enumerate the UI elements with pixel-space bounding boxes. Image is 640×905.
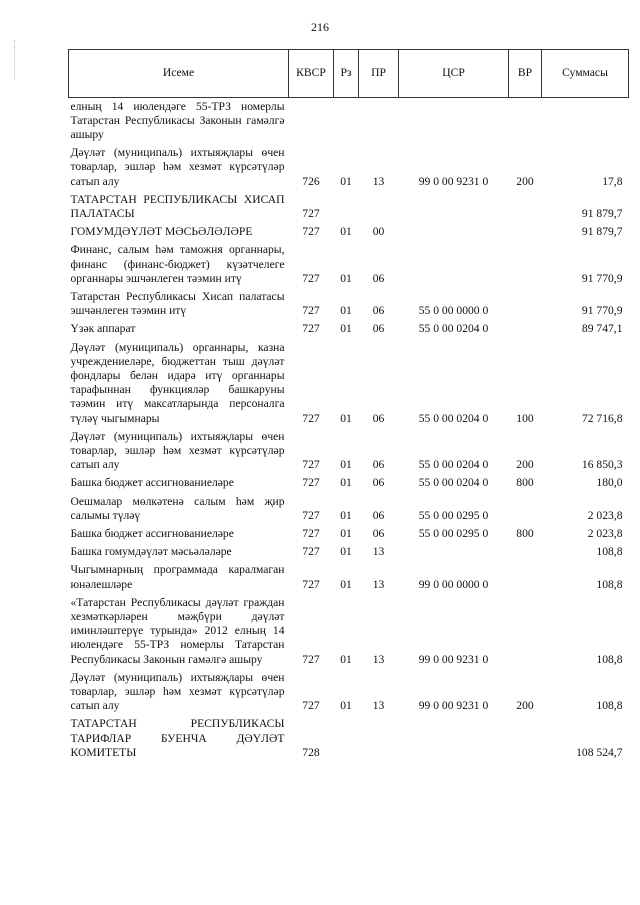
cell-rz: 01 bbox=[340, 411, 352, 425]
cell-csr: 55 0 00 0204 0 bbox=[418, 458, 489, 472]
cell-sum: 89 747,1 bbox=[581, 322, 623, 336]
cell-sum: 108,8 bbox=[596, 577, 623, 591]
cell-vr bbox=[509, 98, 542, 145]
cell-vr bbox=[509, 544, 542, 562]
header-sum: Суммасы bbox=[542, 50, 629, 98]
cell-rz: 01 bbox=[340, 577, 352, 591]
header-vr: ВР bbox=[509, 50, 542, 98]
cell-name: Башка бюджет ассигнованиеләре bbox=[70, 526, 234, 540]
cell-rz: 01 bbox=[340, 458, 352, 472]
cell-vr bbox=[509, 288, 542, 320]
cell-name: Башка бюджет ассигнованиеләре bbox=[70, 476, 234, 490]
cell-sum: 2 023,8 bbox=[587, 508, 623, 522]
budget-table-container bbox=[68, 49, 628, 763]
cell-pr bbox=[359, 716, 399, 763]
cell-sum: 91 879,7 bbox=[581, 225, 623, 239]
cell-sum: 16 850,3 bbox=[581, 458, 623, 472]
cell-pr: 13 bbox=[372, 545, 385, 559]
cell-pr: 06 bbox=[372, 304, 385, 318]
cell-csr: 55 0 00 0204 0 bbox=[418, 411, 489, 425]
cell-rz: 01 bbox=[340, 174, 352, 188]
cell-rz bbox=[334, 98, 359, 145]
cell-kvsr: 727 bbox=[302, 526, 320, 540]
cell-kvsr: 727 bbox=[302, 271, 320, 285]
cell-pr bbox=[359, 191, 399, 223]
cell-kvsr: 727 bbox=[302, 225, 320, 239]
cell-csr: 55 0 00 0204 0 bbox=[418, 322, 489, 336]
cell-kvsr: 727 bbox=[302, 545, 320, 559]
cell-pr: 06 bbox=[372, 508, 385, 522]
cell-sum: 91 770,9 bbox=[581, 304, 623, 318]
cell-vr: 200 bbox=[516, 458, 534, 472]
cell-rz: 01 bbox=[340, 271, 352, 285]
cell-name: ГОМУМДӘҮЛӘТ МӘСЬӘЛӘЛӘРЕ bbox=[70, 225, 253, 239]
cell-sum: 72 716,8 bbox=[581, 411, 623, 425]
cell-kvsr: 727 bbox=[302, 652, 320, 666]
cell-pr: 13 bbox=[372, 577, 385, 591]
cell-vr bbox=[509, 594, 542, 669]
table-row bbox=[69, 224, 629, 242]
table-row bbox=[69, 191, 629, 223]
cell-sum: 91 879,7 bbox=[581, 206, 623, 220]
cell-vr bbox=[509, 242, 542, 289]
cell-csr: 99 0 00 9231 0 bbox=[418, 699, 489, 713]
cell-rz: 01 bbox=[340, 508, 352, 522]
table-row bbox=[69, 544, 629, 562]
cell-kvsr: 727 bbox=[302, 508, 320, 522]
table-row bbox=[69, 525, 629, 543]
cell-vr bbox=[509, 191, 542, 223]
cell-vr bbox=[509, 562, 542, 594]
cell-name: елның 14 июлендәге 55-ТРЗ номерлы Татарстан Республикасы Законын гамәлгә ашыру bbox=[70, 99, 285, 141]
cell-name: «Татарстан Республикасы дәүләт граждан хезмәткәрләрен мәҗбүри дәүләт иминләштерүе турында» 2012 елның 14 июлендәге 55-ТРЗ номерлы Татарстан Республикасы Законын гамәлгә ашыру bbox=[70, 595, 285, 666]
cell-sum: 17,8 bbox=[602, 174, 623, 188]
cell-sum: 108 524,7 bbox=[576, 745, 623, 759]
cell-name: Дәүләт (муниципаль) ихтыяҗлары өчен товарлар, эшләр һәм хезмәт күрсәтүләр сатып алу bbox=[70, 670, 285, 713]
cell-name: ТАТАРСТАН РЕСПУБЛИКАСЫ ХИСАП ПАЛАТАСЫ bbox=[70, 192, 285, 220]
cell-name: Дәүләт (муниципаль) органнары, казна учреждениеләре, бюджеттан тыш дәүләт фондлары белән идарә итү органнары тарафыннан функцияләр башкаруны тәэмин итү максатларында персоналга түләү чыгымнары bbox=[70, 340, 285, 425]
cell-name: Татарстан Республикасы Хисап палатасы эшчәнлеген тәэмин итү bbox=[70, 289, 285, 318]
cell-pr: 13 bbox=[372, 652, 385, 666]
cell-rz bbox=[334, 191, 359, 223]
cell-kvsr: 727 bbox=[302, 476, 320, 490]
cell-sum: 91 770,9 bbox=[581, 271, 623, 285]
table-header bbox=[69, 50, 629, 98]
cell-rz: 01 bbox=[340, 652, 352, 666]
table-row bbox=[69, 475, 629, 493]
header-csr: ЦСР bbox=[399, 50, 509, 98]
cell-kvsr: 727 bbox=[302, 458, 320, 472]
table-row bbox=[69, 98, 629, 145]
cell-csr: 99 0 00 9231 0 bbox=[418, 174, 489, 188]
cell-sum: 180,0 bbox=[596, 476, 623, 490]
cell-csr: 99 0 00 0000 0 bbox=[418, 577, 489, 591]
cell-csr bbox=[399, 224, 509, 242]
table-row bbox=[69, 562, 629, 594]
cell-pr: 06 bbox=[372, 271, 385, 285]
cell-pr bbox=[359, 98, 399, 145]
cell-pr: 13 bbox=[372, 699, 385, 713]
cell-name: Дәүләт (муниципаль) ихтыяҗлары өчен товарлар, эшләр һәм хезмәт күрсәтүләр сатып алу bbox=[70, 146, 285, 188]
cell-vr bbox=[509, 321, 542, 339]
table-row bbox=[69, 321, 629, 339]
cell-csr bbox=[399, 716, 509, 763]
header-name: Исеме bbox=[69, 50, 289, 98]
table-row bbox=[69, 145, 629, 192]
cell-vr bbox=[509, 224, 542, 242]
cell-csr: 55 0 00 0000 0 bbox=[418, 304, 489, 318]
cell-kvsr: 727 bbox=[302, 304, 320, 318]
cell-sum: 108,8 bbox=[596, 545, 623, 559]
cell-sum: 108,8 bbox=[596, 652, 623, 666]
cell-pr: 06 bbox=[372, 411, 385, 425]
cell-pr: 06 bbox=[372, 322, 385, 336]
cell-name: Финанс, салым һәм таможня органнары, финанс (финанс-бюджет) күзәтчелеге органнары эшчәнлеген тәэмин итү bbox=[70, 243, 285, 285]
table-row bbox=[69, 242, 629, 289]
cell-pr: 06 bbox=[372, 526, 385, 540]
cell-rz: 01 bbox=[340, 225, 352, 239]
cell-sum: 2 023,8 bbox=[587, 526, 623, 540]
cell-csr: 55 0 00 0295 0 bbox=[418, 508, 489, 522]
page-number: 216 bbox=[311, 20, 329, 34]
cell-name: Оешмалар мөлкәтенә салым һәм җир салымы түләү bbox=[70, 494, 285, 522]
cell-vr: 100 bbox=[516, 411, 534, 425]
cell-kvsr: 727 bbox=[302, 699, 320, 713]
cell-csr: 99 0 00 9231 0 bbox=[418, 652, 489, 666]
table-row bbox=[69, 594, 629, 669]
header-kvsr: КВСР bbox=[289, 50, 334, 98]
cell-pr: 06 bbox=[372, 476, 385, 490]
cell-csr bbox=[399, 544, 509, 562]
cell-vr: 200 bbox=[516, 174, 534, 188]
cell-kvsr: 727 bbox=[302, 322, 320, 336]
cell-csr bbox=[399, 242, 509, 289]
cell-kvsr: 727 bbox=[302, 206, 320, 220]
table-row bbox=[69, 716, 629, 763]
cell-kvsr: 728 bbox=[302, 745, 320, 759]
table-row bbox=[69, 669, 629, 716]
header-rz: Рз bbox=[334, 50, 359, 98]
header-pr: ПР bbox=[359, 50, 399, 98]
cell-name: Дәүләт (муниципаль) ихтыяҗлары өчен товарлар, эшләр һәм хезмәт күрсәтүләр сатып алу bbox=[70, 429, 285, 472]
cell-csr bbox=[399, 191, 509, 223]
cell-vr: 800 bbox=[516, 476, 534, 490]
cell-name: Чыгымнарның программада каралмаган юнәлешләре bbox=[70, 563, 285, 591]
table-row bbox=[69, 493, 629, 525]
table-body bbox=[69, 98, 629, 763]
cell-pr: 00 bbox=[372, 225, 385, 239]
cell-rz: 01 bbox=[340, 304, 352, 318]
cell-csr bbox=[399, 98, 509, 145]
cell-rz: 01 bbox=[340, 699, 352, 713]
cell-rz bbox=[334, 716, 359, 763]
cell-rz: 01 bbox=[340, 322, 352, 336]
cell-kvsr: 727 bbox=[302, 577, 320, 591]
cell-name: Үзәк аппарат bbox=[70, 322, 136, 336]
cell-pr: 06 bbox=[372, 458, 385, 472]
cell-sum bbox=[542, 98, 629, 145]
cell-vr: 200 bbox=[516, 699, 534, 713]
cell-name: Башка гомумдәүләт мәсьәләләре bbox=[70, 545, 232, 559]
budget-table bbox=[68, 49, 629, 763]
cell-vr bbox=[509, 716, 542, 763]
margin-guide-line bbox=[14, 40, 15, 80]
cell-kvsr: 726 bbox=[302, 174, 320, 188]
header-row bbox=[69, 50, 629, 98]
table-row bbox=[69, 339, 629, 428]
cell-csr: 55 0 00 0295 0 bbox=[418, 526, 489, 540]
cell-vr: 800 bbox=[516, 526, 534, 540]
cell-rz: 01 bbox=[340, 476, 352, 490]
cell-pr: 13 bbox=[372, 174, 385, 188]
cell-rz: 01 bbox=[340, 526, 352, 540]
cell-sum: 108,8 bbox=[596, 699, 623, 713]
table-row bbox=[69, 428, 629, 475]
cell-rz: 01 bbox=[340, 545, 352, 559]
table-row bbox=[69, 288, 629, 320]
cell-vr bbox=[509, 493, 542, 525]
cell-kvsr: 727 bbox=[302, 411, 320, 425]
cell-kvsr bbox=[289, 98, 334, 145]
cell-name: ТАТАРСТАН РЕСПУБЛИКАСЫ ТАРИФЛАР БУЕНЧА ДӘҮЛӘТ КОМИТЕТЫ bbox=[70, 717, 285, 759]
cell-csr: 55 0 00 0204 0 bbox=[418, 476, 489, 490]
